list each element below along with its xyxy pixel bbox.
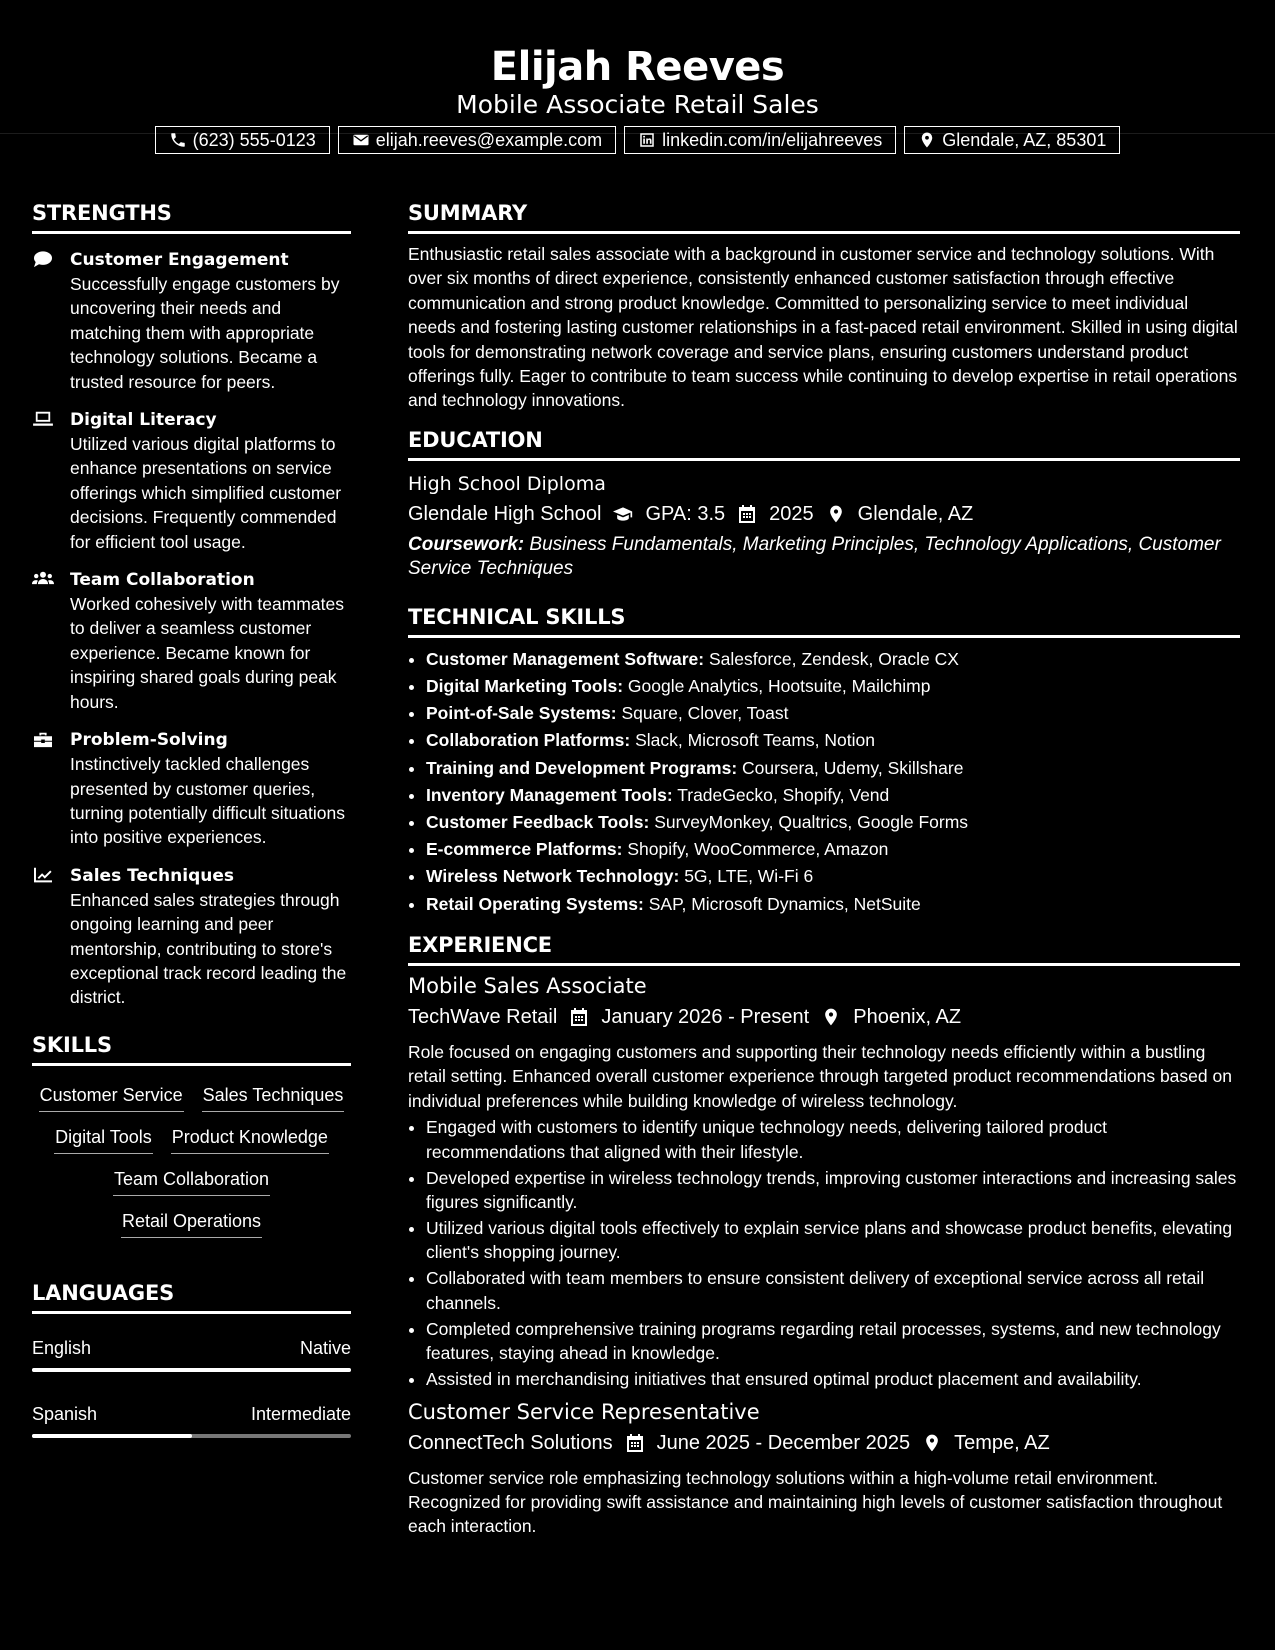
education-degree: High School Diploma — [408, 472, 606, 495]
list-item — [426, 673, 1240, 700]
language-item — [32, 1336, 351, 1372]
list-item — [426, 863, 1240, 890]
list-item — [426, 782, 1240, 809]
job-company: TechWave Retail — [408, 1005, 558, 1028]
tech-skill-value: Square, Clover, Toast — [621, 703, 789, 724]
tech-skill-label: E-commerce Platforms: — [426, 839, 623, 860]
list-item: • Developed expertise in wireless technology trends, improving customer interactions and increasing sales figures significantly. — [426, 1166, 1240, 1215]
laptop-icon — [32, 408, 58, 554]
contact-phone[interactable] — [155, 126, 330, 154]
education-year: 2025 — [769, 502, 814, 525]
job-meta — [408, 1428, 1240, 1458]
job-bullets — [408, 1115, 1240, 1391]
skill-tag: Team Collaboration — [113, 1166, 270, 1196]
tech-skill-label: Training and Development Programs: — [426, 757, 738, 778]
education-heading: EDUCATION — [408, 427, 1240, 461]
phone-icon — [169, 131, 187, 149]
strength-item — [32, 248, 351, 394]
strength-desc: Successfully engage customers by uncovering their needs and matching them with appropriate technology solutions. Became a trusted resource for peers. — [70, 274, 340, 392]
tech-skill-value: Shopify, WooCommerce, Amazon — [627, 839, 889, 860]
tech-skill-value: Google Analytics, Hootsuite, Mailchimp — [627, 676, 931, 697]
job-title: Mobile Sales Associate — [408, 973, 647, 998]
list-item — [426, 891, 1240, 918]
tech-skill-label: Inventory Management Tools: — [426, 784, 673, 805]
job-meta — [408, 1002, 1240, 1032]
strength-item — [32, 728, 351, 850]
coursework-list: Business Fundamentals, Marketing Principles, Technology Applications, Customer Service Techniques — [408, 533, 1221, 580]
envelope-icon — [352, 131, 370, 149]
list-item: • Collaborated with team members to ensure consistent delivery of exceptional service across all retail channels. — [426, 1266, 1240, 1315]
tech-skill-value: SAP, Microsoft Dynamics, NetSuite — [648, 893, 921, 914]
language-name: English — [32, 1337, 92, 1358]
technical-skills-heading: TECHNICAL SKILLS — [408, 604, 1240, 638]
map-pin-icon — [814, 504, 858, 524]
tech-skill-value: Slack, Microsoft Teams, Notion — [635, 730, 875, 751]
contact-phone-text: (623) 555-0123 — [192, 129, 316, 150]
tech-skill-label: Digital Marketing Tools: — [426, 676, 624, 697]
strength-item — [32, 864, 351, 1010]
tech-skill-label: Collaboration Platforms: — [426, 730, 631, 751]
contact-location — [904, 126, 1120, 154]
job-summary: Customer service role emphasizing technology solutions within a high-volume retail environment. Recognized for providing swift assistance and maintaining high levels of customer satisfaction throughout each interaction. — [408, 1467, 1223, 1537]
skill-tag: Product Knowledge — [171, 1124, 329, 1154]
skill-tag: Retail Operations — [121, 1208, 262, 1238]
education-coursework — [408, 533, 1240, 582]
language-proficiency-fill — [32, 1368, 351, 1372]
list-item — [426, 836, 1240, 863]
coursework-label: Coursework: — [408, 533, 525, 555]
job-title: Customer Service Representative — [408, 1399, 760, 1424]
summary-text: Enthusiastic retail sales associate with a background in customer service and technology solutions. With over six months of direct experience, consistently enhanced customer satisfaction through effective communication and strong product knowledge. Committed to personalizing service to meet individual needs and fostering lasting customer relationships in a fast-paced retail environment. Skilled in using digital tools for demonstrating network coverage and service plans, ensuring customers understand product offerings fully. Eager to contribute to team success while continuing to develop expertise in retail operations and technology innovations. — [408, 244, 1238, 411]
tech-skill-label: Customer Feedback Tools: — [426, 812, 650, 833]
job-dates: June 2025 - December 2025 — [656, 1431, 911, 1454]
tech-skill-label: Point-of-Sale Systems: — [426, 703, 617, 724]
list-item: • Completed comprehensive training programs regarding retail processes, systems, and new technology features, staying ahead in knowledge. — [426, 1317, 1240, 1366]
job-dates: January 2026 - Present — [601, 1005, 810, 1028]
map-pin-icon — [918, 131, 936, 149]
strength-title: Sales Techniques — [70, 865, 235, 886]
contact-location-text: Glendale, AZ, 85301 — [942, 129, 1107, 150]
calendar-icon — [613, 1433, 657, 1453]
education-gpa: GPA: 3.5 — [645, 502, 726, 525]
language-proficiency-bar — [32, 1434, 351, 1438]
skill-tag: Digital Tools — [54, 1124, 153, 1154]
strength-desc: Utilized various digital platforms to enhance presentations on service offerings which simplified customer decisions. Frequently commended for efficient tool usage. — [70, 434, 342, 552]
strength-title: Problem-Solving — [70, 730, 228, 751]
list-item: • Assisted in merchandising initiatives that ensured optimal product placement and availability. — [426, 1367, 1240, 1391]
contact-linkedin-text: linkedin.com/in/elijahreeves — [662, 129, 883, 150]
list-item — [426, 809, 1240, 836]
language-level: Native — [299, 1337, 351, 1358]
job-company: ConnectTech Solutions — [408, 1431, 613, 1454]
candidate-name: Elijah Reeves — [490, 44, 785, 90]
tech-skill-value: SurveyMonkey, Qualtrics, Google Forms — [654, 812, 969, 833]
list-item — [426, 646, 1240, 673]
skills-list — [32, 1076, 351, 1244]
list-item — [426, 700, 1240, 727]
skill-tag: Customer Service — [39, 1082, 184, 1112]
job-location: Phoenix, AZ — [853, 1005, 962, 1028]
list-item — [426, 727, 1240, 754]
strength-desc: Instinctively tackled challenges presented by customer queries, turning potentially difficult situations into positive experiences. — [70, 754, 345, 848]
language-item — [32, 1402, 351, 1438]
map-pin-icon — [910, 1433, 954, 1453]
left-column — [32, 200, 351, 1438]
right-column — [408, 200, 1240, 1539]
candidate-title: Mobile Associate Retail Sales — [456, 90, 819, 119]
education-school: Glendale High School — [408, 502, 602, 525]
contact-email-text: elijah.reeves@example.com — [375, 129, 603, 150]
tech-skill-value: 5G, LTE, Wi-Fi 6 — [684, 866, 814, 887]
language-level: Intermediate — [250, 1403, 351, 1424]
chat-bubble-icon — [32, 248, 58, 394]
tech-skill-value: Coursera, Udemy, Skillshare — [742, 757, 964, 778]
experience-heading: EXPERIENCE — [408, 932, 1240, 966]
strength-item — [32, 568, 351, 714]
strength-title: Team Collaboration — [70, 570, 255, 591]
list-item: • Engaged with customers to identify unique technology needs, delivering tailored product recommendations that aligned with their lifestyle. — [426, 1115, 1240, 1164]
users-icon — [32, 568, 58, 714]
list-item: • Utilized various digital tools effectively to explain service plans and showcase product benefits, elevating client's shopping journey. — [426, 1216, 1240, 1265]
contact-bar — [0, 126, 1275, 154]
education-location: Glendale, AZ — [857, 502, 974, 525]
tech-skill-label: Customer Management Software: — [426, 648, 705, 669]
strength-item — [32, 408, 351, 554]
tech-skill-label: Wireless Network Technology: — [426, 866, 680, 887]
map-pin-icon — [809, 1007, 853, 1027]
strength-title: Customer Engagement — [70, 250, 289, 270]
skill-tag: Sales Techniques — [202, 1082, 345, 1112]
linkedin-icon — [638, 131, 656, 149]
strength-desc: Worked cohesively with teammates to deliver a seamless customer experience. Became known for inspiring shared goals during peak hours. — [70, 594, 344, 712]
tech-skill-value: Salesforce, Zendesk, Oracle CX — [708, 648, 959, 669]
job-entry — [408, 1398, 1240, 1539]
strength-desc: Enhanced sales strategies through ongoing learning and peer mentorship, contributing to store's exceptional track record leading the district. — [70, 889, 347, 1008]
calendar-icon — [557, 1007, 601, 1027]
graduation-cap-icon — [601, 504, 645, 524]
contact-email[interactable] — [338, 126, 616, 154]
job-entry — [408, 972, 1240, 1392]
tech-skill-label: Retail Operating Systems: — [426, 893, 644, 914]
contact-linkedin[interactable] — [624, 126, 896, 154]
job-summary: Role focused on engaging customers and supporting their technology needs efficiently within a bustling retail setting. Enhanced overall customer experience through targeted product recommendations based on individual preferences while building knowledge of wireless technology. — [408, 1041, 1232, 1111]
language-proficiency-fill — [32, 1434, 192, 1438]
skills-heading: SKILLS — [32, 1032, 351, 1066]
line-chart-icon — [32, 864, 58, 1010]
languages-heading: LANGUAGES — [32, 1280, 351, 1314]
toolbox-icon — [32, 728, 58, 850]
job-location: Tempe, AZ — [954, 1431, 1050, 1454]
summary-heading: SUMMARY — [408, 200, 1240, 234]
list-item — [426, 755, 1240, 782]
tech-skill-value: TradeGecko, Shopify, Vend — [677, 784, 890, 805]
technical-skills-list — [408, 646, 1240, 918]
language-name: Spanish — [32, 1403, 98, 1424]
strengths-heading: STRENGTHS — [32, 200, 351, 234]
education-meta — [408, 499, 1240, 529]
strength-title: Digital Literacy — [70, 410, 217, 431]
language-proficiency-bar — [32, 1368, 351, 1372]
calendar-icon — [725, 504, 769, 524]
resume-header — [0, 0, 1275, 150]
